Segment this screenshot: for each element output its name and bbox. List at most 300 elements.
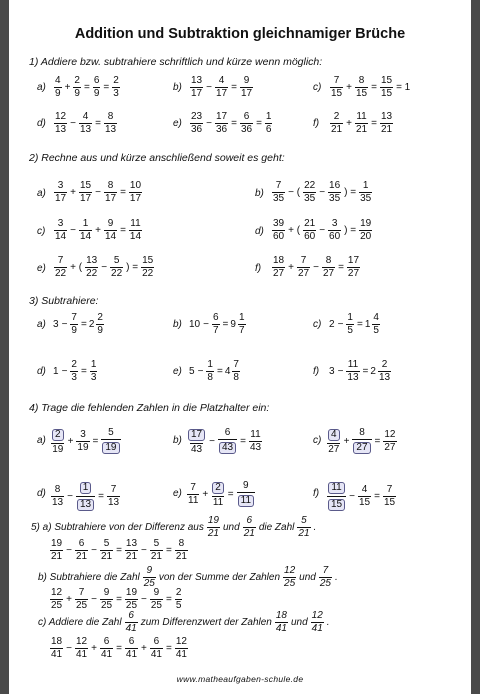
numerator <box>303 219 316 230</box>
operator: = <box>222 319 229 330</box>
denominator <box>232 371 240 383</box>
exercise-2a <box>53 181 143 204</box>
denominator-value: 17 <box>191 88 203 99</box>
task-text: c) Addiere die Zahl <box>38 617 122 628</box>
denominator-value: 15 <box>383 497 396 508</box>
denominator <box>206 371 214 383</box>
numerator-value: 6 <box>128 636 135 647</box>
fraction <box>125 637 138 660</box>
fraction <box>352 428 371 455</box>
numerator-value: 1 <box>265 111 272 122</box>
label-3b: b) <box>173 319 182 330</box>
denominator-value: 27 <box>328 444 340 455</box>
numerator <box>70 313 78 324</box>
numerator <box>54 112 67 123</box>
operator: = <box>166 643 172 654</box>
operator: + <box>66 594 72 605</box>
operator: = <box>83 82 90 93</box>
fraction <box>265 112 273 135</box>
fraction <box>355 112 368 135</box>
operator: = <box>95 118 101 129</box>
denominator-value: 13 <box>79 124 92 135</box>
numerator <box>322 566 330 577</box>
fraction <box>175 637 188 660</box>
operator: − <box>66 545 72 556</box>
denominator-value: 60 <box>329 231 341 242</box>
operator: − <box>61 366 68 377</box>
numerator <box>82 219 90 230</box>
operator: − <box>70 118 76 129</box>
numerator-value: 15 <box>79 180 92 191</box>
numerator <box>103 637 111 648</box>
fraction <box>51 428 65 455</box>
numerator <box>333 76 341 87</box>
numerator <box>103 588 111 599</box>
denominator-value: 3 <box>90 372 97 383</box>
exercise-3d <box>53 360 98 383</box>
denominator <box>218 439 237 455</box>
numerator-value: 8 <box>54 484 61 495</box>
numerator <box>57 181 65 192</box>
denominator <box>104 230 117 242</box>
denominator-value: 21 <box>298 528 310 539</box>
numerator-value: 10 <box>129 180 142 191</box>
fraction <box>187 428 206 455</box>
numerator <box>107 428 115 439</box>
integer: 10 <box>189 319 201 330</box>
label-3d: d) <box>37 366 46 377</box>
operator: = <box>374 436 381 447</box>
fraction <box>238 313 246 336</box>
numerator <box>70 360 78 371</box>
denominator-value: 35 <box>329 193 341 204</box>
denominator <box>346 324 354 336</box>
operator: = <box>116 594 122 605</box>
denominator <box>129 230 142 242</box>
numerator-value: 1 <box>362 180 369 191</box>
denominator <box>378 371 391 383</box>
section-5c-solution <box>49 637 189 660</box>
denominator-value: 43 <box>191 444 203 455</box>
operator: = <box>120 187 126 198</box>
section-2-heading: 2) Rechne aus und kürze anschließend soweit es geht: <box>29 152 285 164</box>
denominator-value: 19 <box>52 444 64 455</box>
numerator-value: 16 <box>329 180 341 191</box>
answer-box: 15 <box>328 499 345 511</box>
numerator-value: 7 <box>386 484 393 495</box>
denominator <box>190 123 203 135</box>
numerator <box>93 76 101 87</box>
numerator <box>355 112 367 123</box>
numerator <box>327 428 341 443</box>
denominator <box>322 267 335 279</box>
denominator <box>75 599 88 611</box>
fraction <box>372 313 380 336</box>
numerator-value: 15 <box>380 75 393 86</box>
denominator <box>54 123 67 135</box>
label-4d: d) <box>37 488 46 499</box>
fraction <box>380 76 393 99</box>
denominator-value: 21 <box>243 528 255 539</box>
numerator <box>90 360 98 371</box>
fraction <box>297 256 310 279</box>
fraction <box>54 219 67 242</box>
fraction <box>129 181 142 204</box>
operator: − <box>101 262 108 273</box>
numerator-value: 1 <box>238 312 245 323</box>
denominator-value: 21 <box>331 124 343 135</box>
fraction <box>96 313 104 336</box>
fraction <box>330 76 343 99</box>
numerator <box>113 256 121 267</box>
exercise-2e <box>53 256 155 279</box>
section-3-heading: 3) Subtrahiere: <box>29 295 99 307</box>
denominator <box>110 267 123 279</box>
numerator-value: 12 <box>384 429 396 440</box>
numerator <box>347 360 359 371</box>
fraction <box>232 360 240 383</box>
operator: ) = <box>344 225 357 236</box>
denominator <box>76 441 89 453</box>
label-2a: a) <box>37 188 46 199</box>
numerator <box>328 181 341 192</box>
denominator-value: 27 <box>322 268 335 279</box>
label-1e: e) <box>173 118 182 129</box>
denominator <box>249 441 262 453</box>
fraction <box>275 611 288 634</box>
numerator <box>54 485 62 496</box>
denominator-value: 21 <box>75 551 88 562</box>
exercise-4e <box>186 481 256 508</box>
numerator <box>325 256 333 267</box>
denominator-value: 14 <box>79 231 92 242</box>
numerator <box>206 360 214 371</box>
denominator-value: 17 <box>215 88 228 99</box>
numerator <box>79 430 87 441</box>
operator: = <box>80 319 87 330</box>
fraction <box>283 566 296 589</box>
fraction <box>79 219 92 242</box>
numerator <box>346 313 354 324</box>
denominator-value: 25 <box>100 600 113 611</box>
fraction <box>85 256 98 279</box>
numerator-value: 2 <box>74 75 80 86</box>
numerator <box>103 539 111 550</box>
numerator-value: 11 <box>130 218 141 229</box>
numerator <box>82 112 90 123</box>
denominator <box>73 87 81 99</box>
numerator-value: 2 <box>71 359 77 370</box>
fraction <box>100 539 113 562</box>
denominator <box>100 648 113 660</box>
operator: − ( <box>288 187 301 198</box>
denominator-value: 11 <box>188 495 199 506</box>
denominator <box>125 648 138 660</box>
numerator <box>242 481 250 492</box>
operator: = <box>231 118 237 129</box>
numerator <box>141 256 154 267</box>
denominator-value: 35 <box>360 193 372 204</box>
numerator-value: 7 <box>57 255 64 266</box>
label-1b: b) <box>173 82 182 93</box>
numerator-value: 6 <box>212 312 219 323</box>
numerator-value: 8 <box>358 75 365 86</box>
denominator-value: 17 <box>104 193 117 204</box>
denominator <box>207 527 220 539</box>
denominator-value: 21 <box>150 551 162 562</box>
numerator-value: 15 <box>142 255 154 266</box>
fraction <box>54 181 67 204</box>
task-text: . <box>313 522 317 533</box>
numerator <box>347 256 360 267</box>
numerator <box>79 181 92 192</box>
denominator-value: 15 <box>358 497 371 508</box>
fraction <box>100 588 113 611</box>
denominator <box>54 230 67 242</box>
denominator-value: 7 <box>212 325 219 336</box>
numerator <box>245 516 253 527</box>
numerator-value: 6 <box>128 610 134 621</box>
operator: − <box>313 262 319 273</box>
denominator-value: 21 <box>175 551 187 562</box>
numerator-value: 3 <box>80 429 86 440</box>
denominator <box>352 439 371 455</box>
fraction <box>327 428 341 455</box>
denominator <box>51 496 64 508</box>
numerator <box>153 637 161 648</box>
numerator <box>207 516 220 527</box>
operator: + <box>346 118 352 129</box>
numerator-value: 18 <box>273 255 285 266</box>
numerator <box>175 637 188 648</box>
operator: = <box>116 643 122 654</box>
numerator-value: 7 <box>71 312 77 323</box>
denominator-value: 36 <box>215 124 228 135</box>
numerator-value: 5 <box>108 427 114 438</box>
denominator-value: 8 <box>207 372 213 383</box>
numerator <box>85 256 98 267</box>
denominator <box>104 192 117 204</box>
fraction <box>215 112 228 135</box>
numerator-value: 5 <box>153 538 160 549</box>
denominator-value: 9 <box>97 325 103 336</box>
task-text: zum Differenzwert der Zahlen <box>140 617 272 628</box>
numerator-value: 7 <box>233 359 239 370</box>
denominator-value: 35 <box>304 193 316 204</box>
denominator-value: 17 <box>55 193 67 204</box>
numerator <box>249 430 261 441</box>
label-1c: c) <box>313 82 322 93</box>
denominator-value: 3 <box>113 88 119 99</box>
operator: ) = <box>344 187 357 198</box>
fraction <box>211 481 225 508</box>
section-5c-task <box>36 611 332 634</box>
denominator <box>215 123 228 135</box>
numerator-value: 3 <box>57 180 64 191</box>
fraction <box>272 219 285 242</box>
fraction <box>218 428 237 455</box>
fraction <box>330 112 343 135</box>
fraction <box>54 76 62 99</box>
operator: + <box>202 489 209 500</box>
fraction <box>297 516 310 539</box>
denominator <box>311 622 324 634</box>
denominator-value: 15 <box>380 88 393 99</box>
denominator-value: 17 <box>129 193 142 204</box>
operator: = <box>92 436 99 447</box>
label-2d: d) <box>255 226 264 237</box>
numerator-value: 5 <box>103 538 110 549</box>
numerator <box>272 219 285 230</box>
section-5b-solution <box>49 588 183 611</box>
numerator <box>78 539 86 550</box>
numerator-value: 7 <box>322 565 329 576</box>
numerator <box>238 313 246 324</box>
numerator <box>75 637 88 648</box>
denominator <box>383 441 396 453</box>
denominator <box>54 87 62 99</box>
integer: 1 <box>53 366 59 377</box>
exercise-2c <box>53 219 143 242</box>
operator: = <box>362 366 369 377</box>
fraction <box>54 256 67 279</box>
whole-part: 2 <box>370 366 376 377</box>
fraction <box>359 219 372 242</box>
fraction <box>107 485 120 508</box>
label-3f: f) <box>313 366 320 377</box>
numerator <box>383 430 396 441</box>
numerator-value: 22 <box>304 180 316 191</box>
answer-box: 11 <box>238 495 254 507</box>
denominator <box>275 622 288 634</box>
exercise-1a <box>53 76 121 99</box>
numerator <box>146 566 154 577</box>
numerator <box>96 313 104 324</box>
fraction <box>272 181 285 204</box>
numerator-value: 4 <box>361 484 368 495</box>
fraction <box>319 566 332 589</box>
denominator-value: 9 <box>74 88 80 99</box>
fraction <box>104 181 117 204</box>
denominator <box>50 599 63 611</box>
denominator <box>175 599 183 611</box>
numerator <box>275 181 283 192</box>
denominator-value: 15 <box>331 88 343 99</box>
numerator <box>57 256 65 267</box>
operator: − <box>91 545 97 556</box>
operator: − <box>141 545 147 556</box>
denominator-value: 41 <box>175 649 187 660</box>
denominator-value: 36 <box>191 124 203 135</box>
fraction <box>125 539 138 562</box>
denominator <box>346 371 359 383</box>
denominator <box>101 439 120 455</box>
numerator <box>300 256 308 267</box>
label-1d: d) <box>37 118 46 129</box>
fraction <box>93 76 101 99</box>
denominator-value: 14 <box>55 231 67 242</box>
numerator <box>187 428 206 443</box>
denominator <box>90 371 98 383</box>
numerator <box>265 112 273 123</box>
denominator-value: 9 <box>71 325 77 336</box>
fraction <box>70 313 78 336</box>
fraction <box>207 516 220 539</box>
section-5b-task <box>36 566 340 589</box>
fraction <box>50 588 63 611</box>
numerator <box>129 219 141 230</box>
fraction <box>79 112 92 135</box>
exercise-1b <box>189 76 254 99</box>
exercise-3b <box>189 313 247 336</box>
operator: = <box>356 319 363 330</box>
denominator-value: 15 <box>355 88 368 99</box>
section-4-heading: 4) Trage die fehlenden Zahlen in die Platzhalter ein: <box>29 402 270 414</box>
label-2f: f) <box>255 263 262 274</box>
exercise-4f <box>326 481 397 512</box>
numerator-value: 7 <box>110 484 117 495</box>
operator: − <box>141 594 147 605</box>
numerator-value: 1 <box>90 359 97 370</box>
operator: − <box>197 366 204 377</box>
numerator <box>218 76 226 87</box>
numerator-value: 8 <box>325 255 332 266</box>
operator: + <box>141 643 147 654</box>
whole-part: 9 <box>230 319 236 330</box>
numerator-value: 2 <box>97 312 103 323</box>
denominator-value: 21 <box>380 124 393 135</box>
numerator <box>128 637 136 648</box>
denominator-value: 41 <box>100 649 113 660</box>
denominator-value: 22 <box>111 268 123 279</box>
fraction <box>383 485 396 508</box>
denominator <box>70 371 78 383</box>
fraction <box>76 430 89 453</box>
numerator-value: 4 <box>55 75 61 86</box>
section-5a-solution <box>49 539 189 562</box>
denominator <box>215 87 228 99</box>
denominator-value: 14 <box>129 231 142 242</box>
denominator-value: 22 <box>86 268 98 279</box>
numerator <box>372 313 380 324</box>
denominator-value: 25 <box>150 600 162 611</box>
numerator-value: 11 <box>250 429 261 440</box>
task-text: . <box>334 572 338 583</box>
fraction <box>175 588 183 611</box>
denominator-value: 27 <box>273 268 285 279</box>
numerator-value: 21 <box>304 218 316 229</box>
fraction <box>346 313 354 336</box>
exercise-1e <box>189 112 273 135</box>
denominator-value: 19 <box>77 442 89 453</box>
denominator <box>240 87 253 99</box>
operator: = <box>371 118 377 129</box>
denominator <box>212 324 220 336</box>
denominator <box>272 230 285 242</box>
numerator-value: 1 <box>347 312 353 323</box>
answer-box: 17 <box>188 429 205 441</box>
operator: − <box>319 187 326 198</box>
fraction <box>206 360 214 383</box>
numerator <box>212 313 220 324</box>
integer: 2 <box>329 319 335 330</box>
numerator <box>224 428 232 439</box>
denominator <box>272 192 285 204</box>
label-3c: c) <box>313 319 322 330</box>
numerator-value: 11 <box>356 111 367 122</box>
denominator-value: 60 <box>304 231 316 242</box>
operator: − <box>61 319 68 330</box>
